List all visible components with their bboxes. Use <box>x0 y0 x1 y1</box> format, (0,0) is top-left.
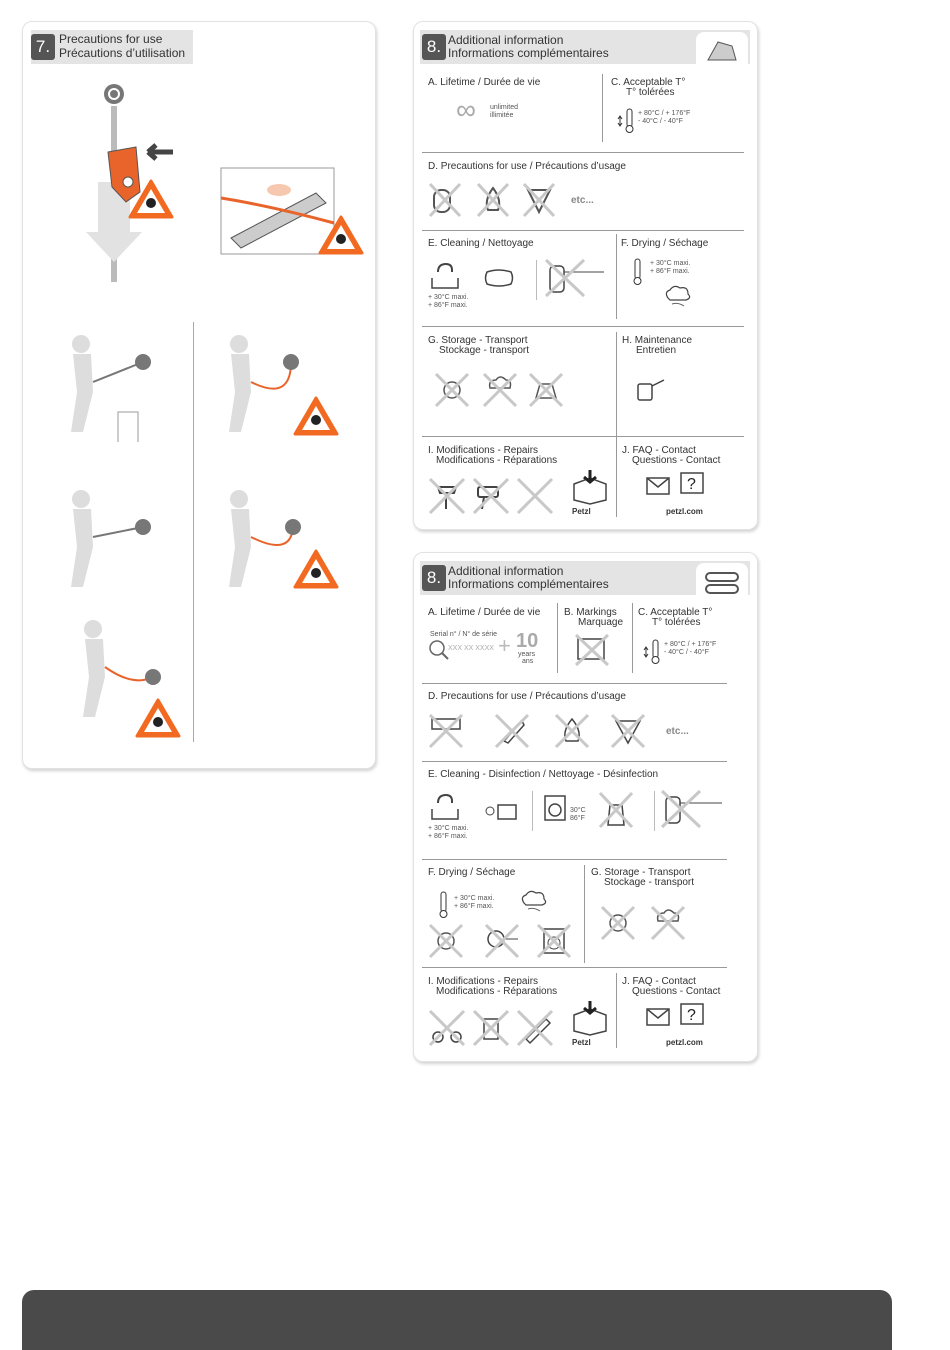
etc-label: etc... <box>571 195 594 206</box>
etc-label: etc... <box>666 726 689 737</box>
section8a-title-en: Additional information <box>448 33 564 47</box>
no-marker-icon <box>516 1009 554 1047</box>
section8b-title-fr: Informations complémentaires <box>448 577 609 591</box>
divider <box>532 791 533 831</box>
fall-scenario-5 <box>63 617 203 737</box>
thermometer-icon <box>618 108 634 134</box>
divider <box>422 761 727 762</box>
faucet-icon <box>430 260 460 290</box>
no-tumble-dryer-icon <box>536 923 572 959</box>
question-icon[interactable] <box>680 472 704 500</box>
footer-bar <box>22 1290 892 1350</box>
section8a-title-fr: Informations complémentaires <box>448 46 609 60</box>
cleaning-temp2: + 86°F maxi. <box>428 302 468 309</box>
petzl-com-link[interactable]: petzl.com <box>666 507 703 516</box>
fall-scenario-2 <box>221 332 361 452</box>
divider <box>557 603 558 673</box>
storage-label-fr: Stockage - transport <box>439 345 530 356</box>
cloud-air-dry-icon <box>662 284 694 308</box>
precautions-label: D. Precautions for use / Précautions d’usage <box>428 691 626 702</box>
section8b-title-en: Additional information <box>448 564 564 578</box>
no-fire-icon <box>476 182 510 218</box>
section7-number: 7. <box>31 34 55 60</box>
temp-label-en: C. Acceptable T° <box>611 77 686 88</box>
divider <box>422 436 744 437</box>
temp-label-fr: T° tolérées <box>626 87 675 98</box>
no-heavy-load-icon <box>528 372 564 408</box>
no-sun-icon <box>434 372 470 408</box>
danger-warning-icon-5 <box>135 698 181 738</box>
faq-label-en: J. FAQ - Contact <box>622 976 696 987</box>
divider <box>616 234 617 319</box>
section8b-panel <box>413 552 758 1062</box>
lifetime-label: A. Lifetime / Durée de vie <box>428 607 541 618</box>
drying-temp1: + 30°C maxi. <box>650 260 691 267</box>
lifetime-value-en: unlimited <box>490 104 519 111</box>
faq-label-fr: Questions - Contact <box>632 986 721 997</box>
wash-temp-c: 30°C <box>570 807 586 814</box>
divider <box>422 967 727 968</box>
divider <box>422 859 727 860</box>
no-hairdryer-icon <box>484 923 524 959</box>
product-lanyard-icon <box>696 563 748 603</box>
no-pressure-washer-icon <box>544 258 612 298</box>
modifications-label-en: I. Modifications - Repairs <box>428 445 539 456</box>
years-fr: ans <box>522 658 534 665</box>
years-number: 10 <box>516 630 539 652</box>
divider <box>422 326 744 327</box>
lifetime-label: A. Lifetime / Durée de vie <box>428 77 541 88</box>
no-edge-icon <box>428 713 464 749</box>
serial-label: Serial n° / N° de série <box>430 631 498 638</box>
no-sun-dry-icon <box>428 923 464 959</box>
divider <box>422 230 744 231</box>
temp-high: + 80°C / + 176°F <box>664 641 717 648</box>
divider <box>616 442 617 517</box>
no-chemicals-icon <box>522 182 556 218</box>
question-icon[interactable] <box>680 1003 704 1031</box>
serial-mask: XXX XX XXXX <box>448 645 494 652</box>
cleaning-temp1: + 30°C maxi. <box>428 825 469 832</box>
modifications-label-fr: Modifications - Réparations <box>436 986 558 997</box>
section7-panel <box>22 21 376 769</box>
divider <box>584 865 585 963</box>
thermometer-icon-2 <box>438 891 450 919</box>
markings-label-fr: Marquage <box>578 617 624 628</box>
cloud-air-dry-icon <box>518 889 550 915</box>
precautions-label: D. Precautions for use / Précautions d’usage <box>428 161 626 172</box>
infinity-icon: ∞ <box>456 94 476 125</box>
petzl-link[interactable]: Petzl <box>572 1038 591 1047</box>
fall-scenario-4 <box>221 487 361 607</box>
danger-warning-icon <box>128 179 174 219</box>
thermometer-icon-2 <box>632 258 644 286</box>
cleaning-label: E. Cleaning - Disinfection / Nettoyage - Désinfection <box>428 769 659 780</box>
sponge-icon <box>484 268 514 288</box>
no-knife-icon <box>494 713 530 749</box>
section8a-number: 8. <box>422 34 446 60</box>
temp-low: - 40°C / - 40°F <box>664 649 709 656</box>
section8b-number: 8. <box>422 565 446 591</box>
temp-low: - 40°C / - 40°F <box>638 118 683 125</box>
thermometer-icon <box>644 639 660 665</box>
envelope-icon[interactable] <box>646 1008 670 1026</box>
faq-label-fr: Questions - Contact <box>632 455 721 466</box>
divider <box>602 74 603 142</box>
drying-temp1: + 30°C maxi. <box>454 895 495 902</box>
storage-label-fr: Stockage - transport <box>604 877 695 888</box>
lifetime-value-fr: illimitée <box>490 112 514 119</box>
no-pressure-washer-icon <box>660 789 728 829</box>
temp-label-en: C. Acceptable T° <box>638 607 713 618</box>
svg-text:?: ? <box>687 476 696 493</box>
wash-temp-f: 86°F <box>570 815 585 822</box>
fall-scenario-3 <box>63 487 173 597</box>
no-drill-icon <box>472 477 510 515</box>
markings-label-en: B. Markings <box>564 607 617 618</box>
product-device-icon <box>696 32 748 72</box>
divider <box>422 683 727 684</box>
oil-can-icon <box>634 374 668 402</box>
storage-label-en: G. Storage - Transport <box>591 867 691 878</box>
no-chemicals-icon <box>610 713 646 749</box>
no-rain-icon <box>482 372 518 408</box>
washing-machine-icon <box>544 795 566 821</box>
no-sharp-edge-icon <box>428 182 462 218</box>
no-fire-icon <box>554 713 590 749</box>
section8a-panel <box>413 21 758 530</box>
plus-icon: + <box>498 633 511 658</box>
maintenance-label-en: H. Maintenance <box>622 335 693 346</box>
no-spray-bottle-icon <box>598 791 634 829</box>
temp-high: + 80°C / + 176°F <box>638 110 691 117</box>
faucet-icon <box>430 791 460 821</box>
no-scissors-icon <box>428 1009 466 1047</box>
magnifier-icon <box>428 639 450 661</box>
maintenance-label-fr: Entretien <box>636 345 677 356</box>
modifications-label-en: I. Modifications - Repairs <box>428 976 539 987</box>
danger-warning-icon-2 <box>318 215 364 255</box>
return-box-icon <box>570 1001 610 1035</box>
return-box-icon <box>570 470 610 504</box>
section7-title-en: Precautions for use <box>59 32 163 46</box>
no-rain-icon <box>650 905 686 941</box>
svg-text:?: ? <box>687 1007 696 1024</box>
danger-warning-icon-4 <box>293 549 339 589</box>
divider <box>422 152 744 153</box>
cleaning-label: E. Cleaning / Nettoyage <box>428 238 534 249</box>
petzl-com-link[interactable]: petzl.com <box>666 1038 703 1047</box>
cleaning-temp2: + 86°F maxi. <box>428 833 468 840</box>
no-engraving-icon <box>574 633 610 667</box>
no-tools-icon <box>516 477 554 515</box>
drying-label: F. Drying / Séchage <box>428 867 516 878</box>
no-sun-icon <box>600 905 636 941</box>
storage-label-en: G. Storage - Transport <box>428 335 528 346</box>
petzl-link[interactable]: Petzl <box>572 507 591 516</box>
modifications-label-fr: Modifications - Réparations <box>436 455 558 466</box>
no-sewing-icon <box>472 1009 510 1047</box>
temp-label-fr: T° tolérées <box>652 617 701 628</box>
danger-warning-icon-3 <box>293 396 339 436</box>
no-hammer-icon <box>428 477 466 515</box>
divider <box>654 791 655 831</box>
envelope-icon[interactable] <box>646 477 670 495</box>
fall-scenario-1 <box>63 332 173 442</box>
drying-temp2: + 86°F maxi. <box>454 903 494 910</box>
soap-bubbles-icon <box>484 799 520 823</box>
section7-title-fr: Précautions d’utilisation <box>59 46 186 60</box>
drying-label: F. Drying / Séchage <box>621 238 709 249</box>
drying-temp2: + 86°F maxi. <box>650 268 690 275</box>
divider <box>616 973 617 1048</box>
divider <box>632 603 633 673</box>
divider <box>536 260 537 300</box>
faq-label-en: J. FAQ - Contact <box>622 445 696 456</box>
cleaning-temp1: + 30°C maxi. <box>428 294 469 301</box>
years-en: years <box>518 651 536 658</box>
